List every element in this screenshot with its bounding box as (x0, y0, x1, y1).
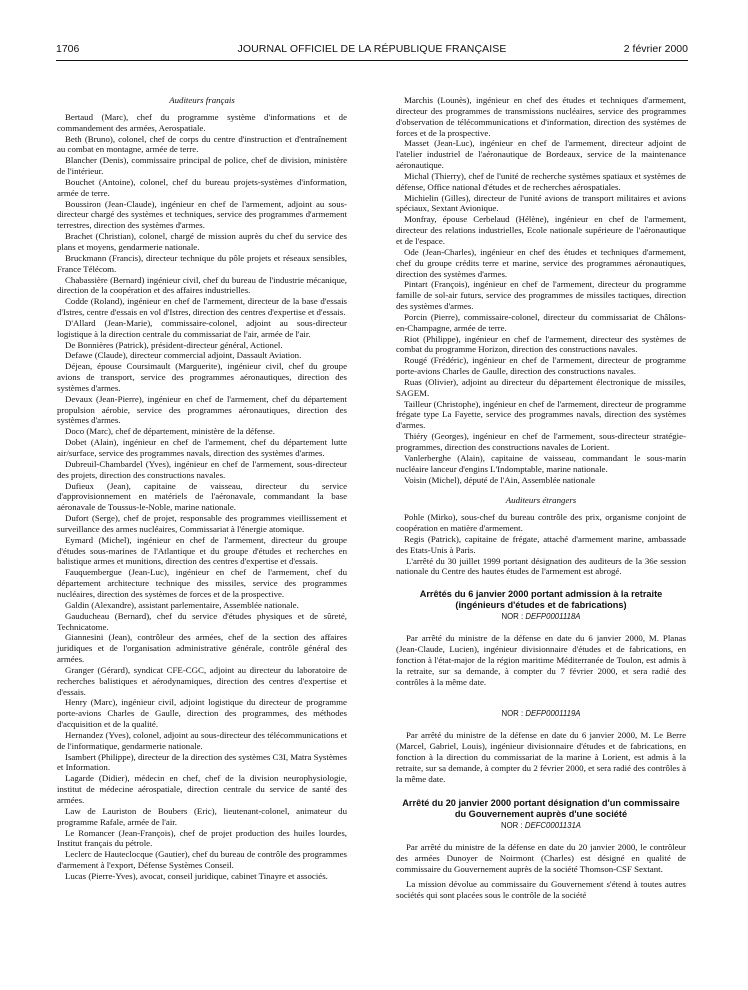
auditor-entry: Galdin (Alexandre), assistant parlementaire, Assemblée nationale. (65, 599, 299, 610)
auditor-entry: Granger (Gérard), syndicat CFE-CGC, adjoint au directeur du laboratoire de recherches balistiques et aérodynamiques, direction des centres d'expertise et d'essais. (57, 664, 347, 697)
auditor-entry: Lagarde (Didier), médecin en chef, chef de la division neurophysiologie, institut de médecine aérospatiale, direction centrale du service de santé des armées. (57, 773, 347, 805)
page-header (56, 42, 688, 61)
auditor-entry: Brachet (Christian), colonel, chargé de mission auprès du chef du service des plans et moyens, gendarmerie nationale. (57, 231, 347, 252)
auditor-entry: Regis (Patrick), capitaine de frégate, attaché d'armement marine, ambassade des Etats-Unis à Paris. (396, 533, 686, 555)
auditor-entry: Giannesini (Jean), contrôleur des armées, chef de la section des affaires juridiques et de l'organisation administrative générale, contrôle général des armées. (57, 632, 347, 665)
auditor-entry: Pintart (François), ingénieur en chef de l'armement, directeur du programme famille de sol-air futurs, service des programmes de missiles tactiques, direction des systèmes d'armes. (396, 279, 686, 312)
closing-paragraph: L'arrêté du 30 juillet 1999 portant désignation des auditeurs de la 36e session nationale du Centre des hautes études de l'armement est abrogé. (396, 555, 686, 577)
auditor-entry: D'Allard (Jean-Marie), commissaire-colonel, adjoint au sous-directeur logistique à la direction centrale du commissariat de l'air, armée de l'air. (57, 317, 347, 339)
auditor-entry: Bouchet (Antoine), colonel, chef du bureau projets-systèmes d'information, armée de terre. (57, 176, 347, 198)
nor-reference: NOR : DEFP0001118A (501, 612, 581, 622)
auditor-entry: Dufort (Serge), chef de projet, responsable des programmes vieillissement et surveillance des armes nucléaires, Commissariat à l'énergie atomique. (57, 513, 347, 534)
auditor-entry: Fauquembergue (Jean-Luc), ingénieur en chef de l'armement, chef du département architecture technique des missiles, service des programmes nucléaires, direction des systèmes de forces et de la prospective. (57, 567, 347, 599)
arrete-paragraph: Par arrêté du ministre de la défense en date du 6 janvier 2000, M. Le Berre (Marcel, Gabriel, Louis), ingénieur divisionnaire d'études et de fabrications, en fonction à la direction du commissariat de la marine à Lorient, est admis à la retraite, sur sa demande, à compter du 2 février 2000, et sera radié des contrôles à la même date. (396, 730, 686, 784)
journal-title: JOURNAL OFFICIEL DE LA RÉPUBLIQUE FRANÇAISE (237, 43, 507, 55)
auditor-entry: Hernandez (Yves), colonel, adjoint au sous-directeur des télécommunications et de l'informatique, gendarmerie nationale. (57, 729, 348, 751)
auditor-entry: Boussiron (Jean-Claude), ingénieur en chef de l'armement, adjoint au sous-directeur chargé des systèmes et techniques, service des programmes d'armement terrestres, direction des systèmes d'armes. (57, 198, 347, 231)
auditor-entry: Tailleur (Christophe), ingénieur en chef de l'armement, directeur de programme frégate type La Fayette, service des programmes navals, direction des systèmes d'armes. (396, 398, 686, 431)
auditor-entry: Michielin (Gilles), directeur de l'unité avions de transport militaires et avions spéciaux, Sextant Avionique. (396, 192, 686, 214)
auditor-entry: Ode (Jean-Charles), ingénieur en chef des études et techniques d'armement, chef du groupe crédits terre et marine, service des programmes aéronautiques, direction des systèmes d'armes. (396, 246, 686, 279)
auditor-entry: Dubreuil-Chambardel (Yves), ingénieur en chef de l'armement, sous-directeur des projets, direction des constructions navales. (57, 458, 347, 480)
arrete-paragraph: Par arrêté du ministre de la défense en date du 6 janvier 2000, M. Planas (Jean-Claude, Lucien), ingénieur divisionnaire d'études et de fabrications, en fonction à l'état-major de la région maritime Méditerranée de Toulon, est admis à la retraite, sur sa demande, à compter du 7 février 2000, et sera radié des contrôles à la même date. (396, 633, 686, 687)
arrete-commissioner-title: Arrêté du 20 janvier 2000 portant désignation d'un commissaire du Gouvernement auprès d'une société (402, 798, 680, 819)
auditor-entry: Riot (Philippe), ingénieur en chef de l'armement, directeur des systèmes de combat du programme Horizon, direction des constructions navales. (396, 333, 686, 355)
section-title-foreign-auditors: Auditeurs étrangers (505, 495, 577, 506)
auditor-entry: Beth (Bruno), colonel, chef de corps du centre d'instruction et d'entraînement au combat en montagne, armée de terre. (57, 133, 347, 155)
auditor-entry: Henry (Marc), ingénieur civil, adjoint logistique du directeur de programme porte-avions Charles de Gaulle, direction des programmes, des méthodes d'acquisition et de la qualité. (57, 697, 347, 730)
auditor-entry: Michal (Thierry), chef de l'unité de recherche systèmes spatiaux et systèmes de défense, Office national d'études et de recherches aérospatiales. (396, 170, 686, 192)
foreign-auditors-list (396, 512, 686, 555)
auditor-entry: Masset (Jean-Luc), ingénieur en chef de l'armement, directeur adjoint de l'atelier industriel de l'aéronautique de Bordeaux, service de la maintenance aéronautique. (396, 138, 686, 171)
auditor-entry: Leclerc de Hauteclocque (Gautier), chef du bureau de contrôle des programmes d'armement à l'export, Défense Systèmes Conseil. (57, 849, 347, 871)
auditor-entry: Vanlerberghe (Alain), capitaine de vaisseau, commandant le sous-marin nucléaire lanceur d'engins L'Indomptable, marine nationale. (396, 452, 686, 474)
auditor-entry: Ruas (Olivier), adjoint au directeur du département électronique de missiles, SAGEM. (396, 376, 686, 398)
auditor-entry: Isambert (Philippe), directeur de la direction des systèmes C3I, Matra Systèmes et Information. (57, 751, 347, 773)
nor-reference: NOR : DEFC0001131A (500, 821, 582, 831)
auditor-entry: Rougé (Frédéric), ingénieur en chef de l'armement, directeur de programme porte-avions Charles de Gaulle, direction des constructions navales. (396, 355, 686, 377)
auditor-entry: Marchis (Lounès), ingénieur en chef des études et techniques d'armement, directeur des programmes de transmissions nucléaires, service des programmes d'observation de télécommunications et d'information, direction des systèmes de forces et de la prospective. (396, 95, 686, 138)
auditor-entry: Doco (Marc), chef de département, ministère de la défense. (65, 426, 275, 437)
auditor-entry: Lucas (Pierre-Yves), avocat, conseil juridique, cabinet Tinayre et associés. (65, 870, 328, 881)
auditor-entry: Monfray, épouse Cerbelaud (Hélène), ingénieur en chef de l'armement, directeur des relations industrielles, Ecole nationale supérieure de l'aéronautique et de l'espace. (396, 214, 686, 246)
arrete-retirement-title: Arrêtés du 6 janvier 2000 portant admission à la retraite (ingénieurs d'études et de fabrications) (419, 589, 663, 610)
left-column (57, 95, 347, 882)
auditor-entry: Dobet (Alain), ingénieur en chef de l'armement, chef du département lutte air/surface, service des programmes navals, direction des systèmes d'armes. (57, 437, 347, 458)
auditor-entry: Blancher (Denis), commissaire principal de police, chef de division, ministère de l'intérieur. (57, 155, 347, 177)
arrete-paragraph: Par arrêté du ministre de la défense en date du 20 janvier 2000, le contrôleur des armées Dunoyer de Noirmont (Charles) est désigné en qualité de commissaire du Gouvernement auprès de la société Thomson-CSF Sextant. (396, 842, 686, 874)
french-auditors-list-continued (396, 95, 686, 485)
auditor-entry: Le Romancer (Jean-François), chef de projet production des huiles lourdes, Institut français du pétrole. (57, 827, 347, 849)
page-number: 1706 (56, 43, 80, 55)
auditor-entry: Déjean, épouse Coursimault (Marguerite), ingénieur civil, chef du groupe avions de transport, service des programmes aéronautiques, direction des systèmes d'armes. (57, 361, 347, 393)
auditor-entry: Law de Lauriston de Boubers (Eric), lieutenant-colonel, animateur du programme Rafale, armée de l'air. (57, 805, 347, 827)
auditor-entry: Chabassière (Bernard) ingénieur civil, chef du bureau de l'industrie mécanique, direction de la coopération et des affaires industrielles. (57, 274, 347, 296)
auditor-entry: Dufieux (Jean), capitaine de vaisseau, directeur du service d'approvisionnement en matériels de l'aéronavale, commandant la base aéronavale de Toussus-le-Noble, marine nationale. (57, 480, 347, 513)
auditor-entry: Devaux (Jean-Pierre), ingénieur en chef de l'armement, chef du département propulsion aérobie, service des programmes aéronautiques, direction des systèmes d'armes. (57, 393, 347, 426)
arrete-paragraph: La mission dévolue au commissaire du Gouvernement s'étend à toutes autres sociétés qui sont placées sous le contrôle de la société (396, 878, 686, 900)
auditor-entry: Defawe (Claude), directeur commercial adjoint, Dassault Aviation. (65, 350, 302, 361)
auditor-entry: Eymard (Michel), ingénieur en chef de l'armement, directeur du groupe d'études sous-marines de l'Atlantique et du groupe d'études et recherches en balistique armes et munitions, direction des centres d'expertise et d'essais. (57, 534, 347, 567)
nor-reference: NOR : DEFP0001119A (501, 709, 581, 719)
auditor-entry: Bruckmann (Francis), directeur technique du pôle projets et réseaux sensibles, France Télécom. (57, 252, 347, 274)
auditor-entry: Codde (Roland), ingénieur en chef de l'armement, directeur de la base d'essais d'Istres, centre d'essais en vol d'Istres, direction des centres d'expertise et d'essais. (57, 296, 347, 318)
auditor-entry: Bertaud (Marc), chef du programme système d'informations et de commandement des armées, Aerospatiale. (57, 111, 347, 133)
auditor-entry: Thiéry (Georges), ingénieur en chef de l'armement, sous-directeur stratégie-programmes, direction des constructions navales de Lorient. (396, 431, 686, 452)
auditor-entry: Voisin (Michel), député de l'Ain, Assemblée nationale (404, 474, 596, 485)
right-column (396, 95, 686, 904)
section-title-french-auditors: Auditeurs français (169, 95, 235, 105)
auditor-entry: Porcin (Pierre), commissaire-colonel, directeur du commissariat de Châlons-en-Champagne, armée de terre. (396, 311, 686, 333)
auditor-entry: De Bonnières (Patrick), président-directeur général, Actionel. (65, 339, 283, 350)
french-auditors-list (57, 112, 347, 882)
issue-date: 2 février 2000 (623, 43, 688, 55)
auditor-entry: Pohle (Mirko), sous-chef du bureau contrôle des prix, organisme conjoint de coopération en matière d'armement. (396, 512, 686, 534)
auditor-entry: Gauducheau (Bernard), chef du service d'études physiques et de sûreté, Technicatome. (57, 610, 347, 632)
